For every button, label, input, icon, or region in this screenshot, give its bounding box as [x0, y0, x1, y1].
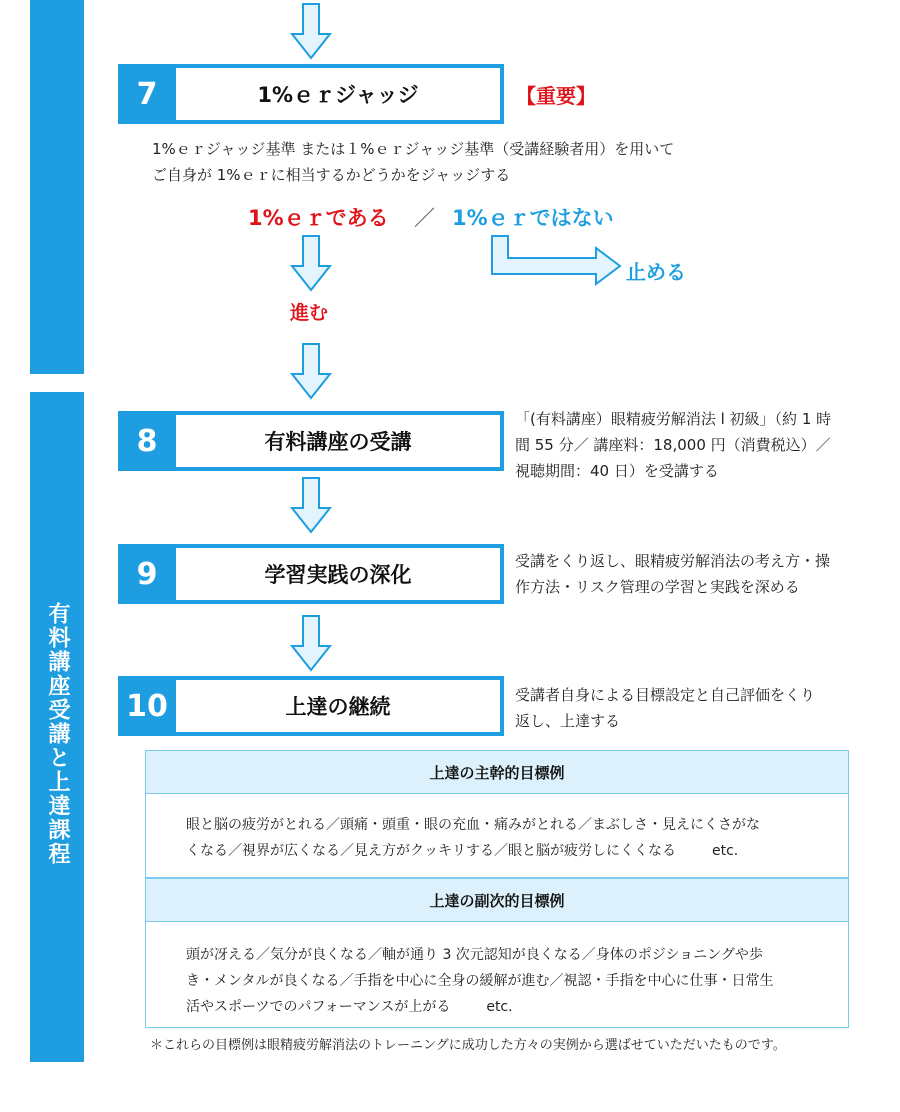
goal-line: 頭が冴える／気分が良くなる／軸が通り 3 次元認知が良くなる／身体のポジショニングや歩	[186, 947, 763, 963]
step-number: 10	[126, 688, 168, 724]
main-goals-title: 上達の主幹的目標例	[145, 750, 849, 794]
goal-line: くなる／視界が広くなる／見え方がクッキリする／眼と脳が疲労しにくくなる	[186, 843, 676, 859]
desc-line: 受講者自身による目標設定と自己評価をくり	[515, 686, 816, 704]
sidebar-label: 有料講座受講と上達課程	[45, 602, 70, 866]
step-title: 上達の継続	[176, 680, 500, 732]
step-number: 8	[136, 423, 158, 459]
step-number: 7	[136, 76, 158, 112]
judge-no-label: 1%ｅｒではない	[452, 206, 614, 230]
sub-goals-text	[186, 942, 773, 1020]
judge-yes-label: 1%ｅｒである	[248, 206, 389, 230]
step-title: 1%ｅｒジャッジ	[176, 68, 500, 120]
step-10-box	[118, 676, 504, 736]
important-badge: 【重要】	[516, 84, 596, 108]
step-title: 学習実践の深化	[176, 548, 500, 600]
step-title: 有料講座の受講	[176, 415, 500, 467]
arrow-down-icon	[292, 4, 330, 58]
desc-line: 受講をくり返し、眼精疲労解消法の考え方・操	[515, 552, 831, 570]
judge-separator: ／	[414, 206, 435, 230]
proceed-label: 進む	[290, 302, 329, 324]
footnote: ＊これらの目標例は眼精疲労解消法のトレーニングに成功した方々の実例から選ばせていただいたものです。	[150, 1038, 786, 1053]
goal-etc: etc.	[486, 999, 513, 1015]
desc-line: 作方法・リスク管理の学習と実践を深める	[515, 578, 800, 596]
goal-line: き・メンタルが良くなる／手指を中心に全身の緩解が進む／視認・手指を中心に仕事・日常生	[186, 973, 774, 989]
step-8-box	[118, 411, 504, 471]
arrow-down-icon	[292, 344, 330, 398]
goal-line: 活やスポーツでのパフォーマンスが上がる	[186, 999, 451, 1015]
desc-line: 1%ｅｒジャッジ基準 または１%ｅｒジャッジ基準（受講経験者用）を用いて	[152, 140, 675, 158]
desc-line: 間 55 分／ 講座料：18,000 円（消費税込）／	[515, 436, 831, 454]
main-goals-text	[186, 812, 760, 864]
goal-etc: etc.	[712, 843, 739, 859]
goal-line: 眼と脳の疲労がとれる／頭痛・頭重・眼の充血・痛みがとれる／まぶしさ・見えにくさがな	[186, 817, 760, 833]
step-10-description	[515, 682, 815, 734]
step-8-description	[515, 406, 831, 484]
arrow-right-bend-icon	[492, 236, 620, 284]
arrow-down-icon	[292, 616, 330, 670]
arrow-down-icon	[292, 478, 330, 532]
step-7-box	[118, 64, 504, 124]
arrow-down-icon	[292, 236, 330, 290]
step-number: 9	[136, 556, 158, 592]
stop-label: 止める	[626, 260, 686, 284]
step-9-description	[515, 548, 830, 600]
desc-line: 返し、上達する	[515, 712, 621, 730]
desc-line: ご自身が 1%ｅｒに相当するかどうかをジャッジする	[152, 166, 511, 184]
step-7-description	[152, 136, 674, 188]
desc-line: 「(有料講座）眼精疲労解消法 l 初級」（約 1 時	[515, 410, 832, 428]
sub-goals-title: 上達の副次的目標例	[145, 878, 849, 922]
desc-line: 視聴期間：40 日）を受講する	[515, 462, 719, 480]
step-9-box	[118, 544, 504, 604]
